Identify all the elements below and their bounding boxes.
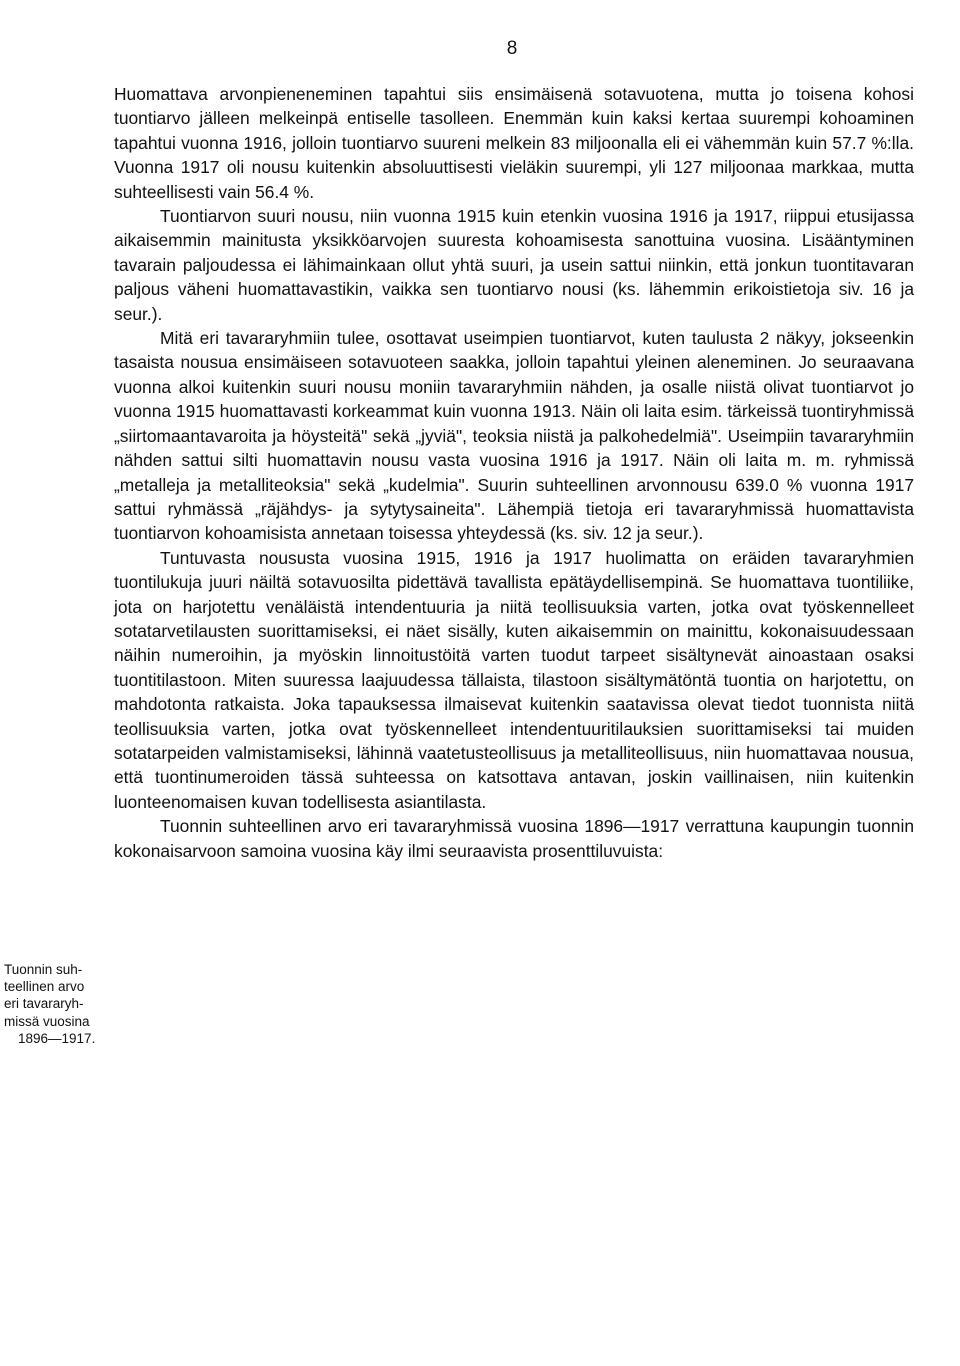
- paragraph-commodity-groups: Mitä eri tavararyhmiin tulee, osottavat useimpien tuontiarvot, kuten taulusta 2 näkyy, jokseenkin tasaista nousua ensimäiseen sotavuoteen saakka, jolloin tapahtui yleinen aleneminen. Jo seuraavana vuonna alkoi kuitenkin suuri nousu moniin tavararyhmiin nähden, ja osalle niistä olivat tuontiarvot jo vuonna 1915 huomattavasti korkeammat kuin vuonna 1913. Näin oli laita esim. tärkeissä tuontiryhmissä „siirtomaantavaroita ja höysteitä" sekä „jyviä", teoksia niistä ja palkohedelmiä". Useimpiin tavararyhmiin nähden sattui silti huomattavin nousu vasta vuosina 1916 ja 1917. Näin oli laita m. m. ryhmissä „metalleja ja metalliteoksia" sekä „kudelmia". Suurin suhteellinen arvonnousu 639.0 % vuonna 1917 sattui ryhmässä „räjähdys- ja sytytysaineita". Lähempiä tietoja eri tavararyhmissä huomattavista tuontiarvon kohoamisista annetaan toisessa yhteydessä (ks. siv. 12 ja seur.).: [114, 328, 914, 544]
- margin-note: [4, 961, 112, 1047]
- margin-note-line: teellinen arvo: [4, 979, 85, 995]
- body-text: [114, 82, 914, 863]
- paragraph-value-decline: Huomattava arvonpieneneminen tapahtui siis ensimäisenä sotavuotena, mutta jo toisena kohosi tuontiarvo jälleen melkeinpä entiselle tasolleen. Enemmän kuin kaksi kertaa suurempi kohoaminen tapahtui vuonna 1916, jolloin tuontiarvo suureni melkein 83 miljoonalla eli ei vähemmän kuin 57.7 %:lla. Vuonna 1917 oli nousu kuitenkin absoluuttisesti vieläkin suurempi, yli 127 miljoonaa markkaa, mutta suhteellisesti vain 56.4 %.: [114, 84, 914, 202]
- margin-note-line: Tuonnin suh-: [4, 962, 83, 977]
- margin-note-line: 1896—1917.: [18, 1030, 96, 1046]
- paragraph-incomplete-statistics: Tuntuvasta noususta vuosina 1915, 1916 ja 1917 huolimatta on eräiden tavararyhmien tuontilukuja juuri näiltä sotavuosilta pidettävä tavallista epätäydellisempinä. Se huomattava tuontiliike, jota on harjotettu venäläistä intendentuuria ja niitä teollisuuksia varten, jotka ovat työskennelleet sotatarvetilausten suorittamiseksi, ei näet sisälly, kuten aikaisemmin on mainittu, kokonaisuudessaan näihin numeroihin, ja myöskin linnoitustöitä varten tuodut tarpeet sisältynevät ainoastaan osaksi tuontitilastoon. Miten suuressa laajuudessa tällaista, tilastoon sisältymätöntä tuontia on harjotettu, on mahdotonta ratkaista. Joka tapauksessa ilmaisevat kuitenkin saatavissa olevat tiedot tuonnista niitä teollisuuksia varten, jotka ovat työskennelleet intendentuuritilauksien suorittamiseksi tai muiden sotatarpeiden valmistamiseksi, lähinnä vaatetusteollisuus ja metalliteollisuus, niin huomattavaa nousua, että tuontinumeroiden tässä suhteessa on katsottava antavan, joskin vaillinaisen, niin kuitenkin luonteenomaisen kuvan todellisesta asiantilasta.: [114, 547, 914, 812]
- page-number: 8: [506, 38, 518, 59]
- margin-note-line: missä vuosina: [4, 1013, 90, 1029]
- paragraph-relative-value-intro: Tuonnin suhteellinen arvo eri tavararyhmissä vuosina 1896—1917 verrattuna kaupungin tuonnin kokonaisarvoon samoina vuosina käy ilmi seuraavista prosenttiluvuista:: [114, 816, 914, 861]
- margin-note-line: eri tavararyh-: [4, 996, 84, 1012]
- paragraph-import-value-rise: Tuontiarvon suuri nousu, niin vuonna 1915 kuin etenkin vuosina 1916 ja 1917, riippui etusijassa aikaisemmin mainitusta yksikköarvojen suuresta kohoamisesta sanottuina vuosina. Lisääntyminen tavarain paljoudessa ei lähimainkaan ollut yhtä suuri, ja usein sattui niinkin, että jonkun tuontitavaran paljous väheni huomattavastikin, vaikka sen tuontiarvo nousi (ks. lähemmin erikoistietoja siv. 16 ja seur.).: [114, 206, 914, 324]
